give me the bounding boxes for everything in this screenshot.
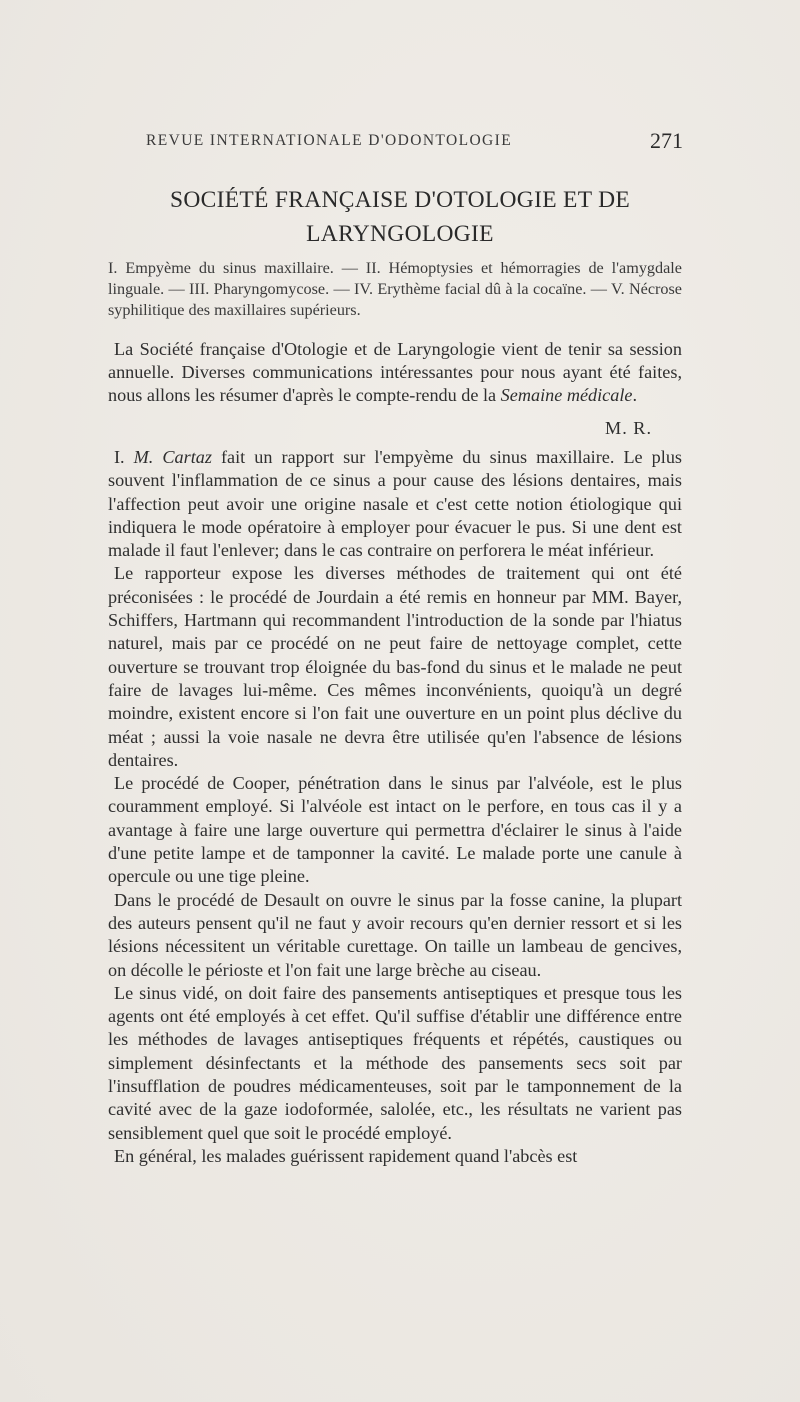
article-title-line1: SOCIÉTÉ FRANÇAISE D'OTOLOGIE ET DE <box>169 187 631 213</box>
p1-text: fait un rapport sur l'empyème du sinus maxillaire. Le plus souvent l'inflammation de ce sinus a pour cause des lésions dentaires, mais l'affection peut avoir une origine nasale et c'est cette notion étiologique qui indiquera le mode opératoire à employer pour évacuer le pus. Si une dent est malade il faut l'enlever; dans le cas contraire on perforera le méat inférieur. <box>108 447 682 561</box>
intro-source: Semaine médicale <box>500 385 633 405</box>
intro-text: La Société française d'Otologie et de Laryngologie vient de tenir sa session annuelle. Diverses communications intéressantes pour nous ayant été faites, nous allons les résumer d'après le compte-rendu de la <box>108 339 682 405</box>
article-summary: I. Empyème du sinus maxillaire. — II. Hémoptysies et hémorragies de l'amygdale linguale. — III. Pharyngomycose. — IV. Erythème facial dû à la cocaïne. — V. Nécrose syphilitique des maxillaires supérieurs. <box>108 259 682 319</box>
paragraph-5: Le sinus vidé, on doit faire des pansements antiseptiques et presque tous les agents ont été employés à cet effet. Qu'il suffise d'établir une différence entre les méthodes de lavages antiseptiques fréquents et répétés, caustiques ou simplement désinfectants et la méthode des pansements secs soit par l'insufflation de poudres médicamenteuses, soit par le tamponnement de la cavité avec de la gaze iodoformée, salolée, etc., les résultats ne varient pas sensiblement quel que soit le procédé employé. <box>108 982 682 1143</box>
article-title <box>95 183 705 251</box>
page-number: 271 <box>650 128 683 153</box>
paragraph-6: En général, les malades guérissent rapidement quand l'abcès est <box>114 1145 578 1166</box>
paragraph-2: Le rapporteur expose les diverses méthodes de traitement qui ont été préconisées : le procédé de Jourdain a été remis en honneur par MM. Bayer, Schiffers, Hartmann qui recommandent l'introduction de la sonde par l'hiatus naturel, mais par ce procédé on ne peut faire de nettoyage complet, cette ouverture se trouvant trop éloignée du bas-fond du sinus et le malade ne peut faire de lavages lui-même. Ces mêmes inconvénients, quoiqu'à un degré moindre, existent encore si l'on fait une ouverture en un point plus déclive du méat ; aussi la voie nasale ne devra être utilisée qu'en l'absence de lésions dentaires. <box>108 563 682 770</box>
running-head <box>140 128 685 158</box>
signature: M. R. <box>605 418 652 438</box>
article-body <box>108 446 682 1168</box>
intro-end: . <box>632 385 638 405</box>
running-title: REVUE INTERNATIONALE D'ODONTOLOGIE <box>146 132 513 149</box>
paragraph-3: Le procédé de Cooper, pénétration dans le sinus par l'alvéole, est le plus couramment employé. Si l'alvéole est intact on le perfore, en tous cas il y a avantage à faire une large ouverture qui permettra d'éclairer le sinus à l'aide d'une petite lampe et de tamponner la cavité. Le malade porte une canule à opercule ou une tige pleine. <box>108 773 682 887</box>
article-title-line2: LARYNGOLOGIE <box>306 221 494 247</box>
paragraph-1 <box>108 446 682 562</box>
intro-paragraph <box>108 338 682 440</box>
p1-number: I. <box>114 447 134 467</box>
p1-author: M. Cartaz <box>133 447 212 467</box>
paragraph-4: Dans le procédé de Desault on ouvre le sinus par la fosse canine, la plupart des auteurs pensent qu'il ne faut y avoir recours qu'en dernier ressort et si les lésions nécessitent un véritable curettage. On taille un lambeau de gencives, on décolle le périoste et l'on fait une large brèche au ciseau. <box>108 889 682 980</box>
